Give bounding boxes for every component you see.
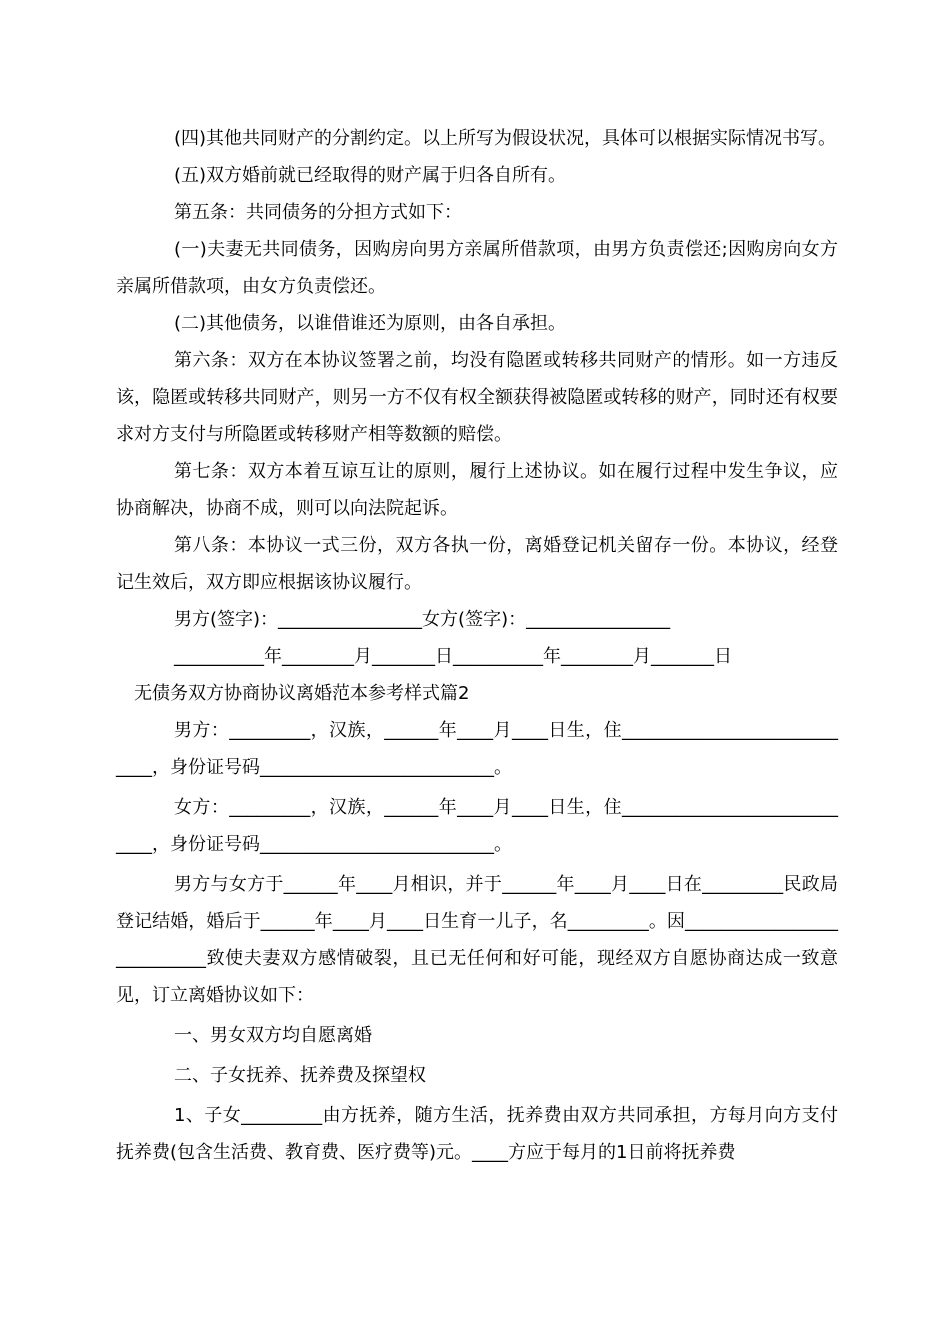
paragraph-property-four: (四)其他共同财产的分割约定。以上所写为假设状况，具体可以根据实际情况书写。 xyxy=(174,128,837,149)
paragraph-article-seven: 第七条：双方本着互谅互让的原则，履行上述协议。如在履行过程中发生争议，应协商解决，协商不成，则可以向法院起诉。 xyxy=(116,461,838,519)
paragraph-article-six: 第六条：双方在本协议签署之前，均没有隐匿或转移共同财产的情形。如一方违反该，隐匿或转移共同财产，则另一方不仅有权全额获得被隐匿或转移的财产，同时还有权要求对方支付与所隐匿或转移财产相等数额的赔偿。 xyxy=(116,350,838,445)
date-line: __________年________月_______日__________年________月_______日 xyxy=(174,646,732,667)
paragraph-clause-one: 一、男女双方均自愿离婚 xyxy=(174,1025,372,1046)
paragraph-article-five: 第五条：共同债务的分担方式如下： xyxy=(174,202,462,223)
signature-line: 男方(签字)：________________女方(签字)：________________ xyxy=(174,609,671,630)
paragraph-article-eight: 第八条：本协议一式三份，双方各执一份，离婚登记机关留存一份。本协议，经登记生效后，双方即应根据该协议履行。 xyxy=(116,535,838,593)
paragraph-marriage-history: 男方与女方于______年____月相识，并于______年____月____日在_________民政局登记结婚，婚后于______年____月____日生育一儿子，名_________。因___________________________致使夫妻双方感情破裂，且已无任何和好可能，现经双方自愿协商达成一致意见，订立离婚协议如下： xyxy=(116,874,838,1006)
paragraph-wife-info: 女方：_________，汉族，______年____月____日生，住____________________________，身份证号码__________________________。 xyxy=(116,797,838,855)
section-title: 无债务双方协商协议离婚范本参考样式篇2 xyxy=(134,683,470,704)
paragraph-child-support: 1、子女_________由方抚养，随方生活，抚养费由双方共同承担，方每月向方支付抚养费(包含生活费、教育费、医疗费等)元。____方应于每月的1日前将抚养费 xyxy=(116,1105,838,1163)
paragraph-clause-two: 二、子女抚养、抚养费及探望权 xyxy=(174,1065,426,1086)
document-page xyxy=(116,120,838,1171)
paragraph-property-five: (五)双方婚前就已经取得的财产属于归各自所有。 xyxy=(174,165,567,186)
paragraph-debt-two: (二)其他债务，以谁借谁还为原则，由各自承担。 xyxy=(174,313,567,334)
paragraph-debt-one: (一)夫妻无共同债务，因购房向男方亲属所借款项，由男方负责偿还;因购房向女方亲属所借款项，由女方负责偿还。 xyxy=(116,239,838,297)
paragraph-husband-info: 男方：_________，汉族，______年____月____日生，住____________________________，身份证号码__________________________。 xyxy=(116,720,838,778)
